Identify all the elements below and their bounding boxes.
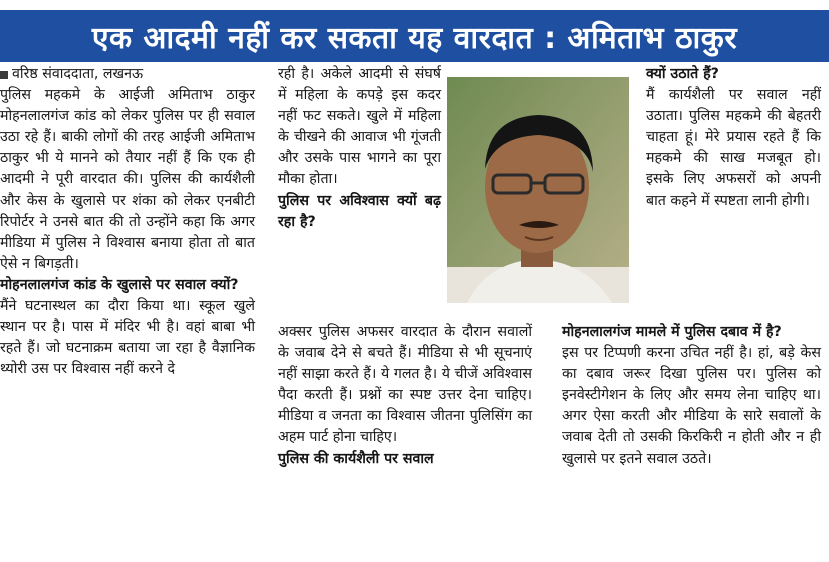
- answer-1: मैंने घटनास्थल का दौरा किया था। स्कूल खुले स्थान पर है। पास में मंदिर भी है। वहां बाबा भी रहते हैं। जो घटनाक्रम बताया जा रहा है वैज्ञानिक थ्योरी उस पर विश्वास नहीं करने दे: [0, 298, 255, 378]
- headline: एक आदमी नहीं कर सकता यह वारदात : अमिताभ ठाकुर: [91, 20, 738, 56]
- question-3: पुलिस की कार्यशैली पर सवाल: [278, 450, 434, 467]
- byline-text: वरिष्ठ संवाददाता, लखनऊ: [12, 66, 144, 82]
- question-3-continued: क्यों उठाते हैं?: [646, 66, 719, 82]
- answer-4: इस पर टिप्पणी करना उचित नहीं है। हां, बड़े केस का दबाव जरूर दिखा पुलिस पर। पुलिस को इनवेस्टीगेशन के लिए और समय लेना चाहिए था। अगर ऐसा करती और मीडिया के सारे सवालों के जवाब देती तो उसकी किरकिरी न होती और न ही खुलासे पर इतने सवाल उठते।: [562, 345, 821, 467]
- portrait-photo: [447, 77, 629, 303]
- bullet-square-icon: [0, 71, 8, 79]
- answer-1-continued: रही है। अकेले आदमी से संघर्ष में महिला के कपड़े इस कदर नहीं फट सकते। खुले में महिला के चीखने की आवाज भी गूंजती और उसके पास भागने का पूरा मौका होता।: [278, 66, 441, 188]
- question-4: मोहनलालगंज मामले में पुलिस दबाव में है?: [562, 324, 782, 340]
- portrait-illustration: [447, 77, 629, 303]
- column-3-top: [646, 64, 821, 212]
- column-1: [0, 64, 255, 380]
- headline-banner: [0, 10, 829, 62]
- byline: [0, 64, 255, 85]
- question-1: मोहनलालगंज कांड के खुलासे पर सवाल क्यों?: [0, 276, 239, 293]
- column-3-bottom: [562, 322, 821, 470]
- column-2-bottom: [278, 322, 532, 470]
- answer-2: अक्सर पुलिस अफसर वारदात के दौरान सवालों के जवाब देने से बचते हैं। मीडिया से भी सूचनाएं नहीं साझा करते हैं। ये गलत है। ये चीजें अविश्वास पैदा करती हैं। प्रश्नों का स्पष्ट उत्तर देना चाहिए। मीडिया व जनता का विश्वास जीतना पुलिसिंग का अहम पार्ट होना चाहिए।: [278, 324, 532, 446]
- answer-3: मैं कार्यशैली पर सवाल नहीं उठाता। पुलिस महकमे की बेहतरी चाहता हूं। मेरे प्रयास रहते हैं कि महकमे की साख मजबूत हो। इसके लिए अफसरों को अपनी बात कहने में स्पष्टता लानी होगी।: [646, 87, 821, 209]
- question-2: पुलिस पर अविश्वास क्यों बढ़ रहा है?: [278, 192, 441, 230]
- intro-paragraph: पुलिस महकमे के आईजी अमिताभ ठाकुर मोहनलालगंज कांड को लेकर पुलिस पर ही सवाल उठा रहे हैं। बाकी लोगों की तरह आईजी अमिताभ ठाकुर भी ये मानने को तैयार नहीं हैं कि एक ही आदमी ने पूरी वारदात की। पुलिस की कार्यशैली और केस के खुलासे पर शंका को लेकर एनबीटी रिपोर्टर ने उनसे बात की तो उन्होंने कहा कि अगर मीडिया में पुलिस ने विश्वास बनाया होता तो बात ऐसे न बिगड़ती।: [0, 87, 255, 272]
- column-2-top: [278, 64, 441, 233]
